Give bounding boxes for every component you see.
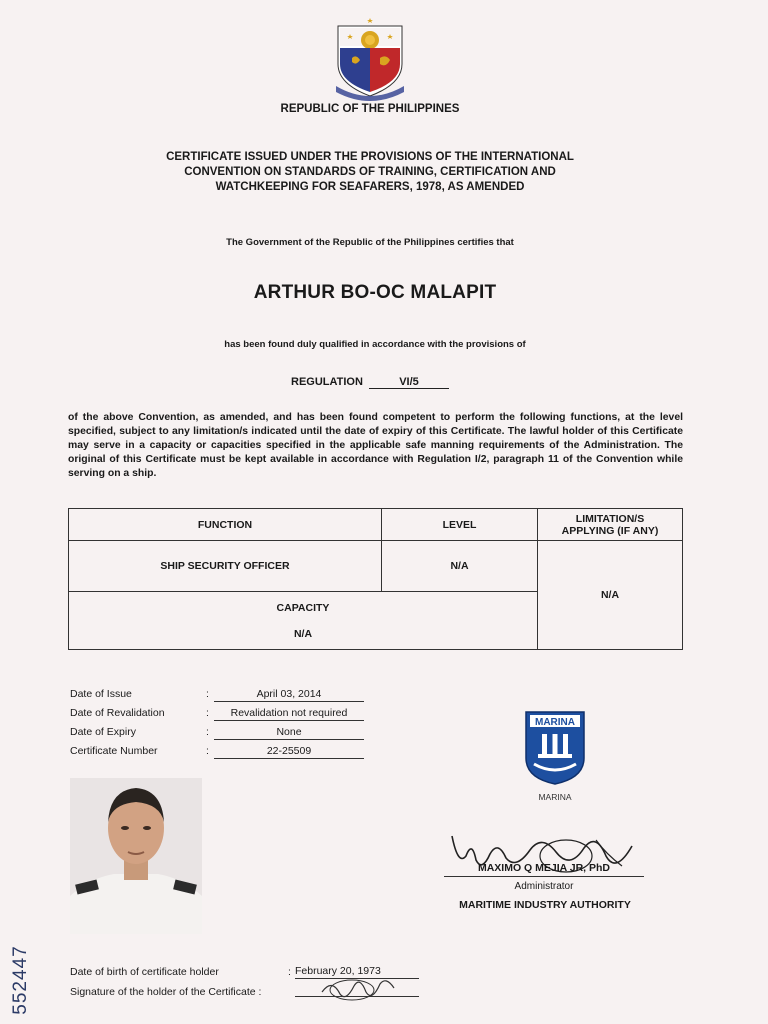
body-paragraph: of the above Convention, as amended, and has been found competent to perform the following functions, at the level specified, subject to any limitation/s indicated until the date of expiry of this Certificate. The lawful holder of this Certificate may serve in a capacity or capacities specified in the applicable safe manning requirements of the Administration. The original of this Certificate must be kept available in accordance with Regulation I/2, paragraph 11 of the Convention while serving on a ship. (68, 412, 683, 479)
level-value: N/A (381, 540, 538, 592)
date-of-issue-value: April 03, 2014 (214, 688, 364, 702)
level-header: LEVEL (381, 508, 538, 541)
detail-colon: : (206, 688, 209, 700)
capacity-cell (68, 591, 538, 650)
serial-number (10, 940, 32, 1020)
title-line-3: WATCHKEEPING FOR SEAFARERS, 1978, AS AMENDED (215, 181, 525, 193)
limitation-header-line-1: LIMITATION/S (575, 512, 645, 525)
title-line-2: CONVENTION ON STANDARDS OF TRAINING, CERTIFICATION AND (184, 166, 556, 178)
signature-line (444, 876, 644, 877)
title-line-1: CERTIFICATE ISSUED UNDER THE PROVISIONS OF THE INTERNATIONAL (166, 151, 574, 163)
signatory-title: Administrator (514, 881, 574, 892)
date-of-issue-label: Date of Issue (70, 688, 132, 700)
regulation-line (0, 376, 740, 389)
holder-signature-label: Signature of the holder of the Certificate : (70, 986, 262, 998)
issuing-organization: MARITIME INDUSTRY AUTHORITY (459, 899, 631, 911)
signatory-name: MAXIMO Q MEJIA JR, PhD (477, 862, 611, 874)
limitation-value: N/A (537, 540, 683, 650)
detail-colon: : (206, 726, 209, 738)
date-of-revalidation-label: Date of Revalidation (70, 707, 165, 719)
function-value: SHIP SECURITY OFFICER (68, 540, 382, 592)
marina-caption: MARINA (538, 792, 572, 802)
holder-photo (70, 778, 202, 934)
certifies-statement: The Government of the Republic of the Philippines certifies that (226, 237, 514, 248)
date-of-revalidation-value: Revalidation not required (214, 707, 364, 721)
function-header: FUNCTION (68, 508, 382, 541)
dob-value: February 20, 1973 (295, 964, 419, 979)
detail-colon: : (206, 745, 209, 757)
date-of-expiry-value: None (214, 726, 364, 740)
regulation-label: REGULATION (291, 376, 363, 388)
regulation-value: VI/5 (369, 376, 449, 389)
capacity-value: N/A (293, 627, 313, 640)
qualified-statement: has been found duly qualified in accordance with the provisions of (224, 339, 526, 350)
detail-colon: : (206, 707, 209, 719)
dob-label: Date of birth of certificate holder (70, 966, 219, 978)
holder-name: ARTHUR BO-OC MALAPIT (253, 282, 497, 303)
philippine-coat-of-arms-seal (332, 14, 408, 102)
certificate-number-label: Certificate Number (70, 745, 158, 757)
marina-logo-text: MARINA (535, 717, 575, 728)
dob-colon: : (288, 966, 291, 978)
serial-number-text: 552447 (10, 945, 31, 1015)
certificate-title (100, 150, 640, 195)
administrator-signature (446, 826, 636, 886)
capacity-label: CAPACITY (276, 601, 330, 614)
marina-logo-icon (524, 710, 586, 786)
certificate-number-value: 22-25509 (214, 745, 364, 759)
date-of-expiry-label: Date of Expiry (70, 726, 136, 738)
holder-signature (318, 972, 398, 1004)
limitation-header-line-2: APPLYING (IF ANY) (561, 524, 659, 537)
country-heading: REPUBLIC OF THE PHILIPPINES (280, 103, 460, 115)
limitation-header (537, 508, 683, 541)
